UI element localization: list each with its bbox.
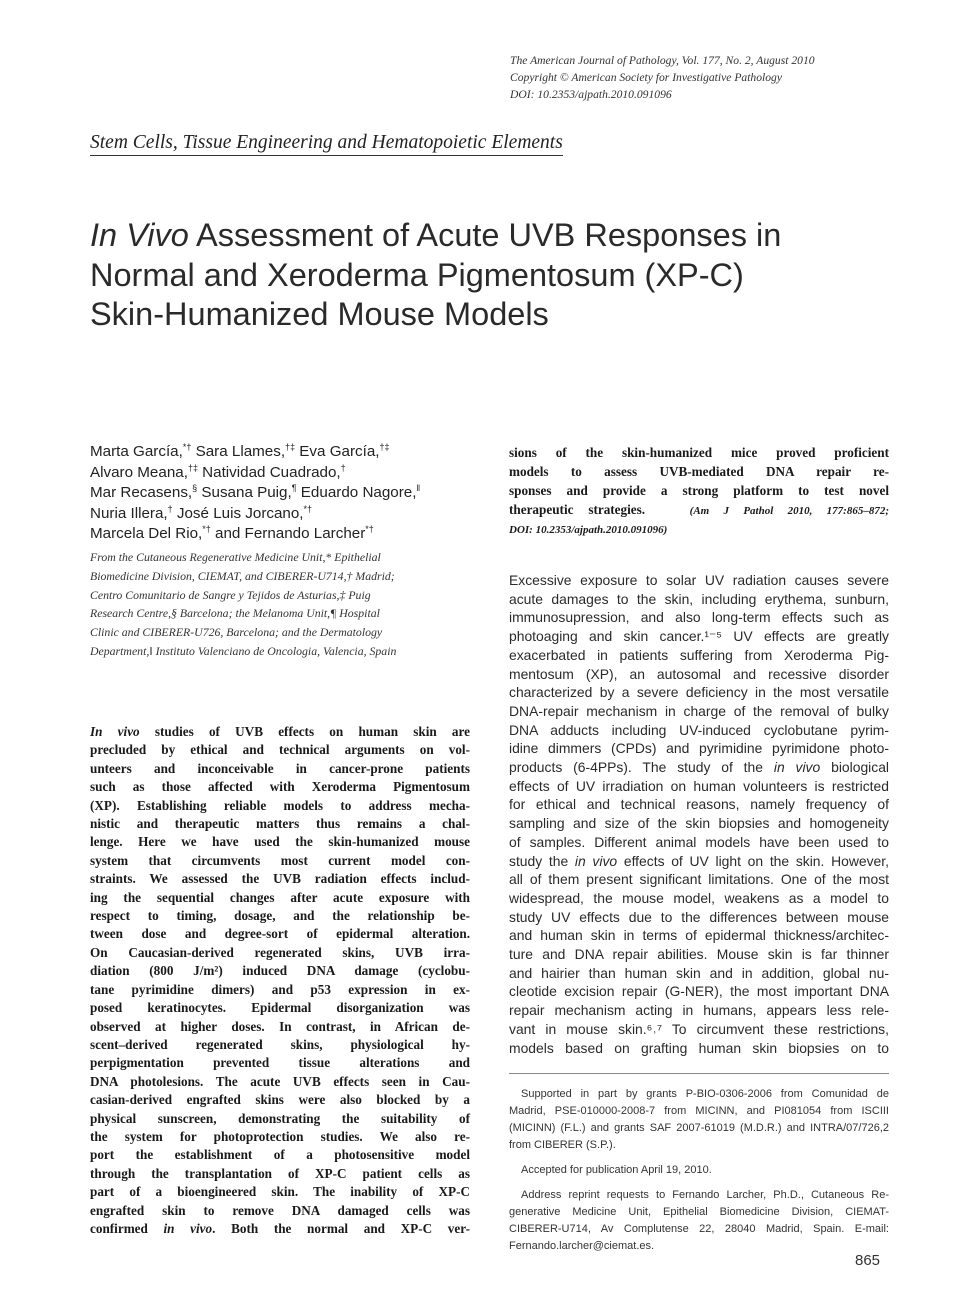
author-name: Marta García, xyxy=(90,443,183,460)
abstract-line: On Caucasian-derived regenerated skins, UVB irra- xyxy=(90,944,470,960)
funding-line: (MICINN) (F.L.) and grants SAF 2007-61019 (M.D.R.) and INTRA/07/726,2 xyxy=(509,1122,889,1134)
author-name: José Luis Jorcano, xyxy=(172,504,304,522)
body-line: ture and DNA repair abilities. Mouse skin is far thinner xyxy=(509,946,889,963)
abstract-line: port the establishment of a photosensitive model xyxy=(90,1147,470,1163)
body-line: and human skin in terms of epidermal thickness/architec- xyxy=(509,927,889,944)
section-heading: Stem Cells, Tissue Engineering and Hematopoietic Elements xyxy=(90,132,563,156)
affiliation-line: Department,‖ Instituto Valenciano de Oncologia, Valencia, Spain xyxy=(90,643,397,658)
body-line: photoaging and skin cancer.¹⁻⁵ UV effects are greatly xyxy=(509,628,889,645)
abstract-line: (XP). Establishing reliable models to address mecha- xyxy=(90,797,470,813)
abstract-lines xyxy=(90,741,470,1220)
abstract-doi: DOI: 10.2353/ajpath.2010.091096) xyxy=(509,524,668,536)
title-italic: In Vivo xyxy=(90,217,189,253)
body-line: study UV effects due to the differences between mouse xyxy=(509,908,889,925)
abstract-line: precluded by ethical and technical arguments on vol- xyxy=(90,742,470,758)
journal-copyright: Copyright © American Society for Investigative Pathology xyxy=(510,71,782,84)
funding-note xyxy=(509,1086,889,1154)
body-line: acute damages to the skin, including erythema, sunburn, xyxy=(509,590,889,607)
reprint-line: Fernando.larcher@ciemat.es. xyxy=(509,1240,655,1252)
abstract-text: therapeutic strategies. xyxy=(509,502,646,517)
abstract-line: part of a bioengineered skin. The inability of XP-C xyxy=(90,1184,470,1200)
affiliation-line: From the Cutaneous Regenerative Medicine Unit,* Epithelial xyxy=(90,550,381,564)
body-line: effects of UV irradiation on human volunteers is restricted xyxy=(509,777,889,794)
author-affiliation-mark: † xyxy=(167,503,173,514)
abstract-line: unteers and inconceivable in cancer-prone patients xyxy=(90,760,470,776)
reprint-line: Address reprint requests to Fernando Larcher, Ph.D., Cutaneous Re- xyxy=(521,1189,889,1201)
journal-citation: The American Journal of Pathology, Vol. 177, No. 2, August 2010 xyxy=(510,54,815,67)
body-line: repair mechanism acting in humans, appears less rele- xyxy=(509,1002,889,1019)
abstract-text: studies of UVB effects on human skin are xyxy=(139,724,470,739)
footnote-divider xyxy=(509,1073,889,1074)
author-name: Eduardo Nagore, xyxy=(296,484,417,501)
body-line: characterized by a severe deficiency in the most versatile xyxy=(509,684,889,701)
affiliation-line: Biomedicine Division, CIEMAT, and CIBERER-U714,† Madrid; xyxy=(90,568,395,583)
body-line: vant in mouse skin.⁶˒⁷ To circumvent these restrictions, xyxy=(509,1020,889,1037)
abstract-italic: in vivo xyxy=(163,1220,213,1236)
abstract-line: system that circumvents most current model con- xyxy=(90,852,470,868)
abstract-line: perpigmentation prevented tissue alterations and xyxy=(90,1055,470,1071)
footnotes xyxy=(509,1086,889,1255)
abstract-line: through the transplantation of XP-C patient cells as xyxy=(90,1165,470,1181)
accepted-date: Accepted for publication April 19, 2010. xyxy=(521,1164,712,1176)
abstract-line: models to assess UVB-mediated DNA repair re- xyxy=(509,464,889,479)
author-name: Sara Llames, xyxy=(191,443,286,460)
author-affiliation-mark: *† xyxy=(365,524,374,534)
abstract-line: engrafted skin to remove DNA damaged cells was xyxy=(90,1202,470,1218)
abstract-line: scent–derived regenerated skins, physiological hy- xyxy=(90,1036,470,1052)
author-affiliation-mark: *† xyxy=(182,442,192,452)
body-line: and hairier than human skin and in addition, global nu- xyxy=(509,964,889,981)
abstract-line: observed at higher doses. In contrast, in African de- xyxy=(90,1018,470,1034)
abstract-line: tween dose and degree-sort of epidermal alteration. xyxy=(90,926,470,942)
abstract-line: posed keratinocytes. Epidermal disorganization was xyxy=(90,1000,470,1016)
author-name: Natividad Cuadrado, xyxy=(197,463,341,481)
title-line-3: Skin-Humanized Mouse Models xyxy=(90,296,549,332)
body-line: products (6-4PPs). The study of the in vivo biological xyxy=(509,759,890,776)
article-title xyxy=(90,216,910,335)
affiliation-line: Centro Comunitario de Sangre y Tejidos de Asturias,‡ Puig xyxy=(90,587,371,602)
author-name: Susana Puig, xyxy=(197,484,292,501)
body-line: study the in vivo effects of UV light on the skin. However, xyxy=(509,852,889,869)
reprint-request xyxy=(509,1187,889,1255)
abstract-text: confirmed xyxy=(90,1220,164,1236)
abstract-continued-lines xyxy=(509,443,889,500)
body-line: exacerbated in patients suffering from Xeroderma Pig- xyxy=(509,646,889,663)
author-affiliation-mark: *† xyxy=(303,503,313,514)
funding-line: Supported in part by grants P-BIO-0306-2006 from Comunidad de xyxy=(521,1088,889,1100)
abstract-line: ing the sequential changes after acute exposure with xyxy=(90,889,470,905)
abstract-line: lenge. Here we have used the skin-humanized mouse xyxy=(90,834,470,850)
reprint-line: CIBERER-U714, Av Complutense 22, 28040 Madrid, Spain. E-mail: xyxy=(509,1223,889,1235)
abstract-line: nistic and therapeutic matters thus remains a chal- xyxy=(90,816,470,832)
body-line: all of them present significant limitations. One of the most xyxy=(509,871,889,888)
body-line: of samples. Different animal models have been used to xyxy=(509,833,889,850)
abstract-line xyxy=(90,1220,470,1238)
author-name: Marcela Del Rio, xyxy=(90,525,203,542)
author-list xyxy=(90,442,490,545)
author-affiliation-mark: ‖ xyxy=(416,483,421,493)
title-line-1: Assessment of Acute UVB Responses in xyxy=(188,217,782,253)
body-line: Excessive exposure to solar UV radiation causes severe xyxy=(509,572,889,588)
author-affiliation-mark: †‡ xyxy=(187,462,198,473)
author-affiliation-mark: †‡ xyxy=(285,442,296,452)
body-line: for ethical and technical reasons, namely frequency of xyxy=(509,796,889,813)
abstract-line: diation (800 J/m²) induced DNA damage (cyclobu- xyxy=(90,963,470,979)
journal-header xyxy=(510,52,950,103)
affiliation-line: Research Centre,§ Barcelona; the Melanoma Unit,¶ Hospital xyxy=(90,606,380,621)
page-number: 865 xyxy=(855,1252,881,1269)
author-affiliation-mark: † xyxy=(340,462,346,473)
reprint-line: generative Medicine Unit, Epithelial Biomedicine Division, CIEMAT- xyxy=(509,1206,889,1218)
abstract-line: the system for photoprotection studies. We also re- xyxy=(90,1128,470,1144)
author-name: Alvaro Meana, xyxy=(90,463,188,481)
journal-doi: DOI: 10.2353/ajpath.2010.091096 xyxy=(510,88,672,101)
abstract-line: physical sunscreen, demonstrating the suitability of xyxy=(90,1110,470,1126)
abstract-line: DNA photolesions. The acute UVB effects seen in Cau- xyxy=(90,1073,470,1089)
abstract-line xyxy=(509,500,889,521)
abstract-line: such as those affected with Xeroderma Pigmentosum xyxy=(90,779,470,795)
abstract-line: tane pyrimidine dimers) and p53 expression in ex- xyxy=(90,981,470,997)
abstract-text: . Both the normal and XP-C ver- xyxy=(212,1220,470,1236)
abstract-line xyxy=(90,723,470,741)
author-affiliation-mark: § xyxy=(192,483,198,493)
author-affiliation-mark: †‡ xyxy=(379,442,390,452)
body-line: idine dimmers (CPDs) and pyrimidine pyrimidone photo- xyxy=(509,740,889,757)
abstract-italic: In vivo xyxy=(90,724,140,739)
body-line: widespread, the mouse model, weakens as a model to xyxy=(509,889,889,906)
funding-line: Madrid, PSE-010000-2008-7 from MICINN, and PI081054 from ISCIII xyxy=(509,1105,889,1117)
title-line-2: Normal and Xeroderma Pigmentosum (XP-C) xyxy=(90,256,744,293)
body-line: cleotide excision repair (G-NER), the most important DNA xyxy=(509,983,889,1000)
body-text xyxy=(509,571,889,1057)
funding-line: from CIBERER (S.P.). xyxy=(509,1139,616,1151)
abstract-line: respect to timing, dosage, and the relationship be- xyxy=(90,908,470,924)
abstract-continued xyxy=(509,443,889,540)
author-name: Nuria Illera, xyxy=(90,504,168,522)
abstract-line: straints. We assessed the UVB radiation effects includ- xyxy=(90,871,470,887)
abstract-line: sponses and provide a strong platform to test novel xyxy=(509,483,889,498)
affiliation-line: Clinic and CIBERER-U726, Barcelona; and the Dermatology xyxy=(90,625,383,640)
abstract xyxy=(90,723,470,1238)
body-line: immunosupression, and also long-term effects such as xyxy=(509,609,889,626)
author-name: Mar Recasens, xyxy=(90,484,193,501)
affiliations xyxy=(90,548,480,661)
body-line: sampling and size of the skin biopsies and homogeneity xyxy=(509,815,889,832)
author-affiliation-mark: ¶ xyxy=(291,483,297,493)
abstract-line: sions of the skin-humanized mice proved proficient xyxy=(509,445,889,460)
body-line: mentosum (XP), an autosomal and recessive disorder xyxy=(509,665,889,682)
body-line: DNA-repair mechanism in charge of the removal of bulky xyxy=(509,702,889,719)
author-name: Eva García, xyxy=(295,443,380,460)
body-line: DNA adducts including UV-induced cyclobutane pyrim- xyxy=(509,721,889,738)
abstract-line: casian-derived engrafted skins were also blocked by a xyxy=(90,1092,470,1108)
author-affiliation-mark: *† xyxy=(202,524,211,534)
abstract-citation: (Am J Pathol 2010, 177:865–872; xyxy=(689,505,889,517)
author-name: and Fernando Larcher xyxy=(210,525,366,542)
body-line: models based on grafting human skin biopsies on to xyxy=(509,1039,889,1056)
